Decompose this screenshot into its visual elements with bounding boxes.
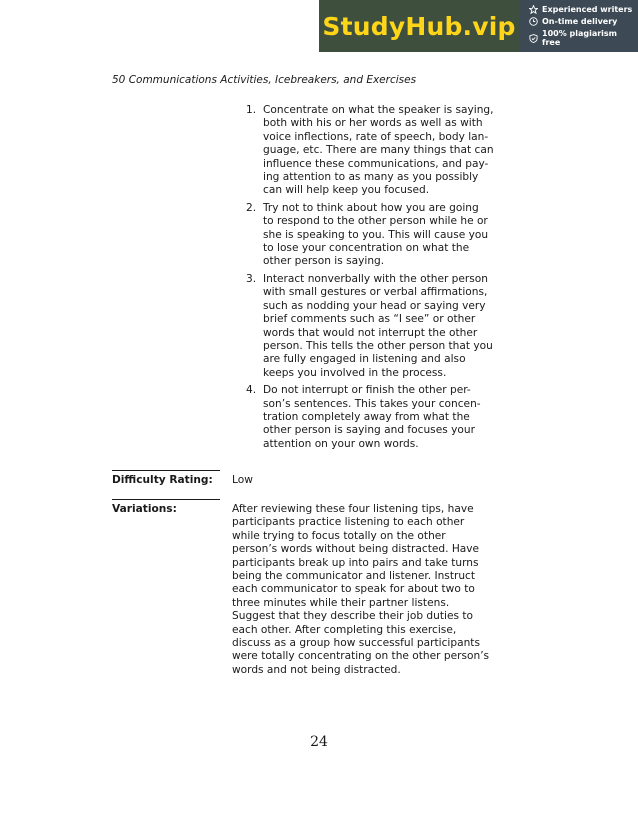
logo-text: StudyHub.vip (322, 11, 516, 41)
list-item (246, 384, 496, 451)
variations-label: Variations: (112, 503, 177, 515)
tip-text: Do not interrupt or finish the other per- son’s sentences. This takes your concen- tration completely away from what the other person is saying and focuses your attention on your own words. (263, 384, 481, 450)
listening-tips-list (246, 104, 496, 455)
list-item (246, 273, 496, 380)
tip-text: Concentrate on what the speaker is saying, both with his or her words as well as with voice inflections, rate of speech, body lan- guage, etc. There are many things that can influence these communications, and pay- ing attention to as many as you possibly can will help keep you focused. (263, 104, 494, 197)
feature-plagiarism-free: 100% plagiarism free (529, 29, 638, 47)
studyhub-logo[interactable] (319, 0, 519, 52)
tip-text: Try not to think about how you are going to respond to the other person while he or she is speaking to you. This will cause you to lose your concentration on what the other person is saying. (263, 201, 489, 268)
variations-text: After reviewing these four listening tips, have participants practice listening to each other while trying to focus totally on the other person’s words without being distracted. Have participants break up into pairs and take turns being the communicator and listener. Instruct each communicator to speak for about two to three minutes while their partner listens. Suggest that they describe their job duties to each other. After completing this exercise, discuss as a group how successful participants were totally concentrating on the other person’s words and not being distracted. (232, 503, 490, 676)
tip-text: Interact nonverbally with the other person with small gestures or verbal affirmations, such as nodding your head or saying very brief comments such as “I see” or other words that would not interrupt the other person. This tells the other person that you are fully engaged in listening and also keeps you involved in the process. (263, 272, 493, 379)
tip-number: 1. (246, 104, 257, 116)
star-icon (529, 5, 538, 14)
tip-number: 2. (246, 201, 257, 214)
feature-experienced-writers: Experienced writers (529, 5, 638, 14)
list-item (246, 104, 496, 198)
list-item (246, 202, 496, 269)
difficulty-divider (112, 470, 220, 471)
feature-on-time-delivery: On-time delivery (529, 17, 638, 26)
banner-features (519, 0, 638, 52)
page-number: 24 (310, 734, 328, 750)
running-head: 50 Communications Activities, Icebreakers, and Exercises (112, 74, 417, 86)
tip-number: 3. (246, 272, 257, 285)
variations-divider (112, 499, 220, 500)
tip-number: 4. (246, 384, 257, 397)
shield-icon (529, 34, 538, 43)
difficulty-label: Difficulty Rating: (112, 474, 213, 486)
studyhub-banner[interactable] (319, 0, 638, 52)
clock-icon (529, 17, 538, 26)
difficulty-value: Low (232, 474, 253, 486)
